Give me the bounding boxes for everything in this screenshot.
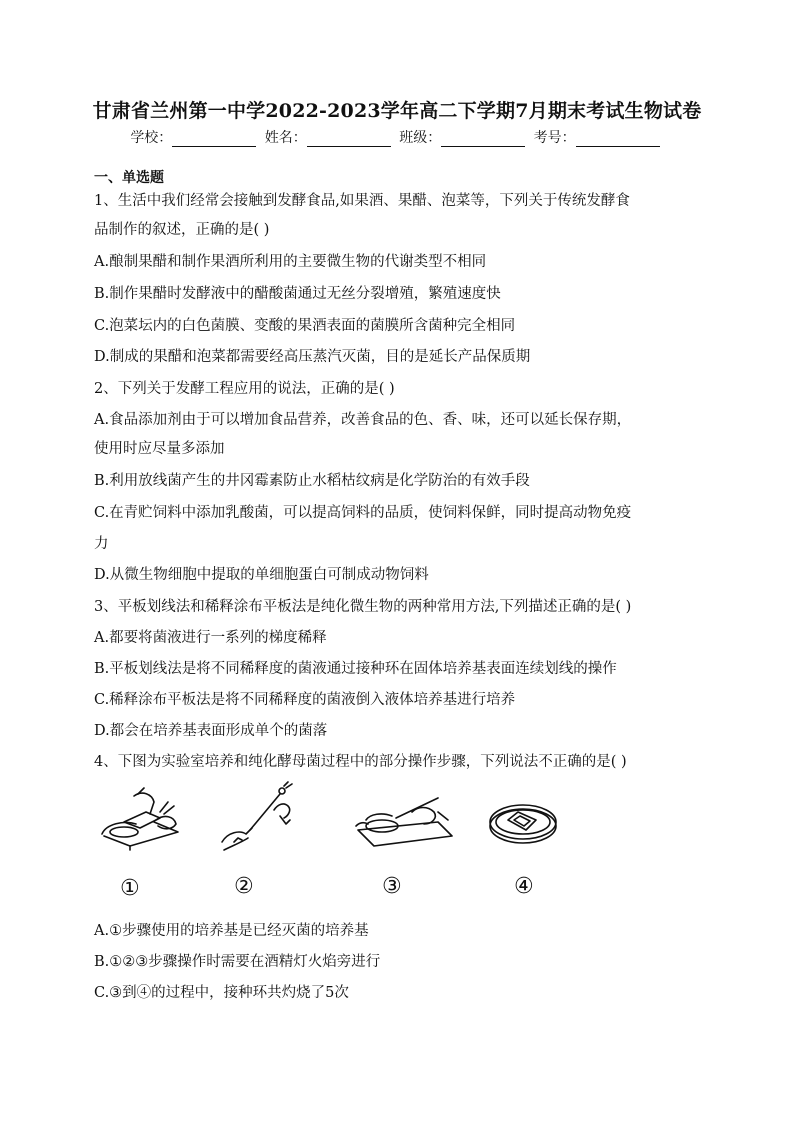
q2-option-c-line2: 力: [94, 536, 109, 552]
school-blank: [172, 132, 256, 147]
q1-stem-line1: 1、生活中我们经常会接触到发酵食品,如果酒、果醋、泡菜等，下列关于传统发酵食: [94, 193, 630, 209]
school-label: 学校：: [130, 130, 173, 146]
q1-option-c: C.泡菜坛内的白色菌膜、变酸的果酒表面的菌膜所含菌种完全相同: [94, 318, 516, 334]
student-info-row: [0, 127, 794, 147]
q1-option-d: D.制成的果醋和泡菜都需要经高压蒸汽灭菌，目的是延长产品保质期: [94, 349, 531, 365]
exam-title: 甘肃省兰州第一中学2022-2023学年高二下学期7月期末考试生物试卷: [92, 100, 702, 122]
name-blank: [307, 132, 391, 147]
step-label-4: ④: [514, 874, 534, 899]
pour-plate-illustration: [94, 784, 186, 858]
q4-option-b: B.①②③步骤操作时需要在酒精灯火焰旁进行: [94, 954, 381, 970]
section-heading: 一、单选题: [94, 170, 164, 186]
name-label: 姓名：: [264, 130, 307, 146]
number-blank: [576, 132, 660, 147]
class-label: 班级：: [399, 130, 442, 146]
step-label-2: ②: [234, 874, 254, 899]
q4-stem: 4、下图为实验室培养和纯化酵母菌过程中的部分操作步骤，下列说法不正确的是( ): [94, 754, 627, 770]
q3-option-a: A.都要将菌液进行一系列的梯度稀释: [94, 630, 327, 646]
q3-option-c: C.稀释涂布平板法是将不同稀释度的菌液倒入液体培养基进行培养: [94, 692, 516, 708]
petri-dish-illustration: [486, 798, 560, 852]
number-label: 考号：: [533, 130, 576, 146]
q3-option-b: B.平板划线法是将不同稀释度的菌液通过接种环在固体培养基表面连续划线的操作: [94, 661, 617, 677]
q2-option-c-line1: C.在青贮饲料中添加乳酸菌，可以提高饲料的品质，使饲料保鲜，同时提高动物免疫: [94, 505, 632, 521]
q2-option-d: D.从微生物细胞中提取的单细胞蛋白可制成动物饲料: [94, 567, 429, 583]
q1-stem-line2: 品制作的叙述，正确的是( ): [94, 222, 270, 238]
q2-option-a-line2: 使用时应尽量多添加: [94, 441, 225, 457]
q3-stem: 3、平板划线法和稀释涂布平板法是纯化微生物的两种常用方法,下列描述正确的是( ): [94, 599, 632, 615]
q4-option-c: C.③到④的过程中，接种环共灼烧了5次: [94, 985, 349, 1001]
loop-sterilization-illustration: [214, 780, 298, 860]
q2-option-b: B.利用放线菌产生的井冈霉素防止水稻枯纹病是化学防治的有效手段: [94, 473, 530, 489]
q4-option-a: A.①步骤使用的培养基是已经灭菌的培养基: [94, 923, 369, 939]
q3-option-d: D.都会在培养基表面形成单个的菌落: [94, 723, 328, 739]
q2-option-a-line1: A.食品添加剂由于可以增加食品营养，改善食品的色、香、味，还可以延长保存期，: [94, 412, 632, 428]
q1-option-b: B.制作果醋时发酵液中的醋酸菌通过无丝分裂增殖，繁殖速度快: [94, 286, 501, 302]
q2-stem: 2、下列关于发酵工程应用的说法，正确的是( ): [94, 381, 395, 397]
step-label-3: ③: [382, 874, 402, 899]
streaking-illustration: [352, 790, 464, 860]
class-blank: [441, 132, 525, 147]
q4-figure: [90, 780, 590, 910]
q1-option-a: A.酿制果醋和制作果酒所利用的主要微生物的代谢类型不相同: [94, 254, 487, 270]
step-label-1: ①: [120, 876, 140, 901]
